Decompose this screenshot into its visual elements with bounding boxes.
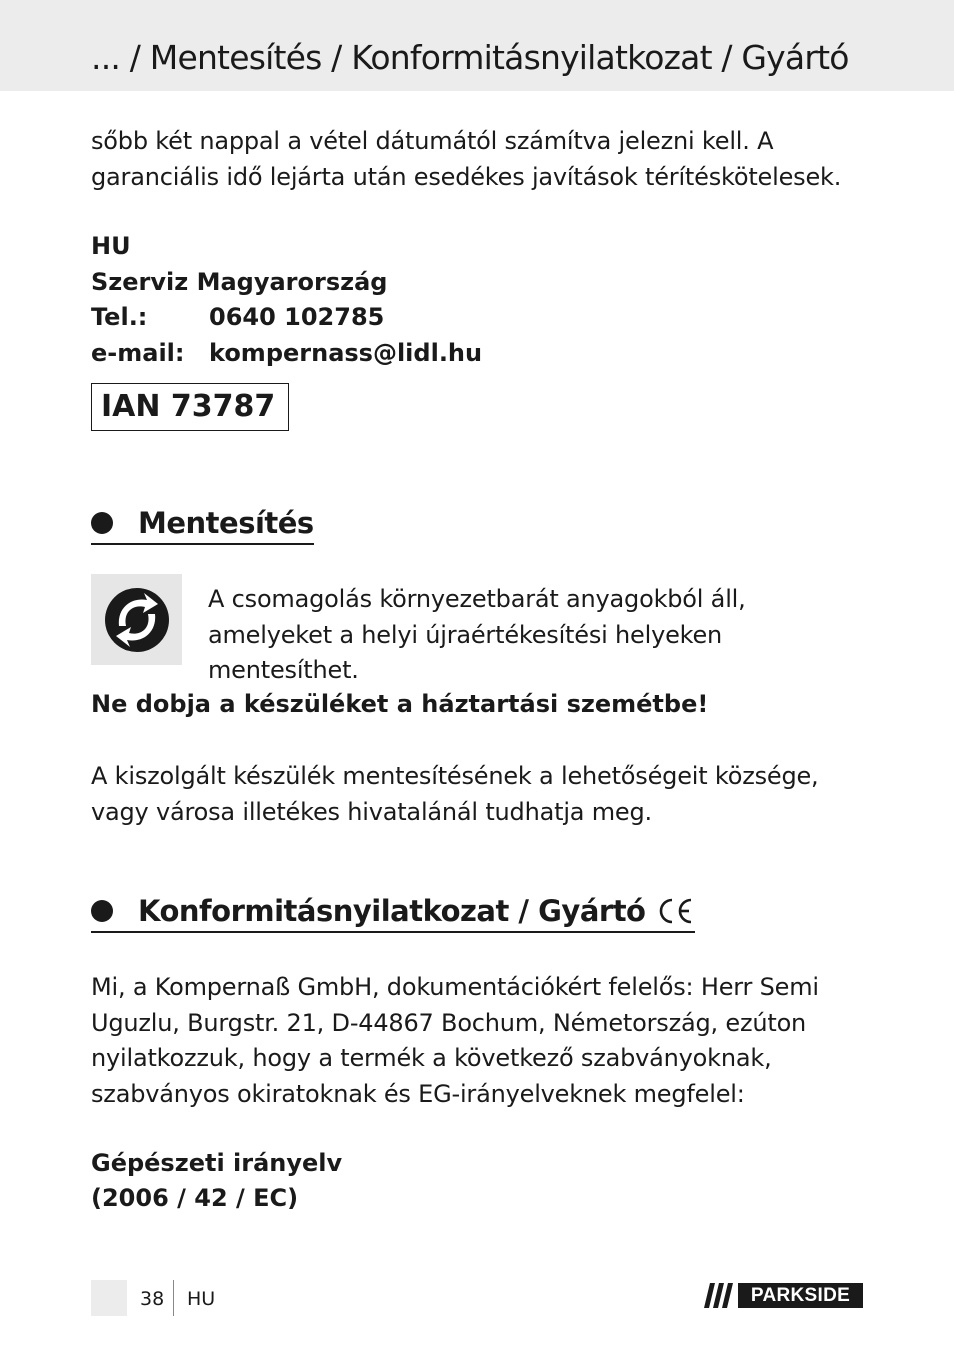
- recycle-icon-box: [91, 574, 182, 665]
- disposal-info-text: A kiszolgált készülék mentesítésének a lehetőségeit községe, vagy városa illetékes hivatalánál tudhatja meg.: [91, 762, 819, 826]
- green-dot-recycling-icon: [91, 574, 182, 665]
- tel-value: 0640 102785: [209, 303, 385, 331]
- tel-label: Tel.:: [91, 303, 148, 331]
- service-contact: [91, 229, 482, 371]
- email-label: e-mail:: [91, 338, 185, 367]
- service-country: HU: [91, 232, 131, 260]
- footer-language: HU: [187, 1288, 216, 1310]
- page-title: ... / Mentesítés / Konformitásnyilatkozat / Gyártó: [91, 38, 849, 77]
- disposal-heading: Mentesítés: [138, 506, 314, 540]
- section-heading-conformity: [91, 894, 695, 933]
- footer-box: [91, 1280, 127, 1316]
- ce-mark-icon: [655, 896, 695, 926]
- directive-line-1: Gépészeti irányelv: [91, 1149, 343, 1177]
- parkside-logo: [704, 1283, 863, 1308]
- section-heading-disposal: [91, 506, 314, 545]
- email-value: kompernass@lidl.hu: [209, 338, 483, 367]
- footer-divider: [173, 1280, 174, 1316]
- logo-stripes-icon: [704, 1283, 738, 1308]
- ian-box: IAN 73787: [91, 383, 289, 431]
- bullet-icon: [91, 512, 113, 534]
- directive-line-2: (2006 / 42 / EC): [91, 1184, 299, 1212]
- conformity-text: Mi, a Kompernaß GmbH, dokumentációkért felelős: Herr Semi Uguzlu, Burgstr. 21, D-44867 Bochum, Németország, ezúton nyilatkozzuk, hogy a termék a következő szabványoknak, szabványos okiratoknak és EG-irányelveknek megfelel:: [91, 973, 819, 1108]
- service-name: Szerviz Magyarország: [91, 267, 388, 296]
- bullet-icon: [91, 900, 113, 922]
- brand-name: PARKSIDE: [750, 1285, 851, 1306]
- warranty-text: sőbb két nappal a vétel dátumától számítva jelezni kell. A garanciális idő lejárta után esedékes javítások térítéskötelesek.: [91, 127, 842, 191]
- conformity-heading: Konformitásnyilatkozat / Gyártó: [138, 894, 646, 928]
- packaging-text: A csomagolás környezetbarát anyagokból áll, amelyeket a helyi újraértékesítési helyeken mentesíthet.: [208, 585, 746, 684]
- disposal-warning: Ne dobja a készüléket a háztartási szemétbe!: [91, 690, 709, 718]
- page-number: 38: [140, 1288, 165, 1310]
